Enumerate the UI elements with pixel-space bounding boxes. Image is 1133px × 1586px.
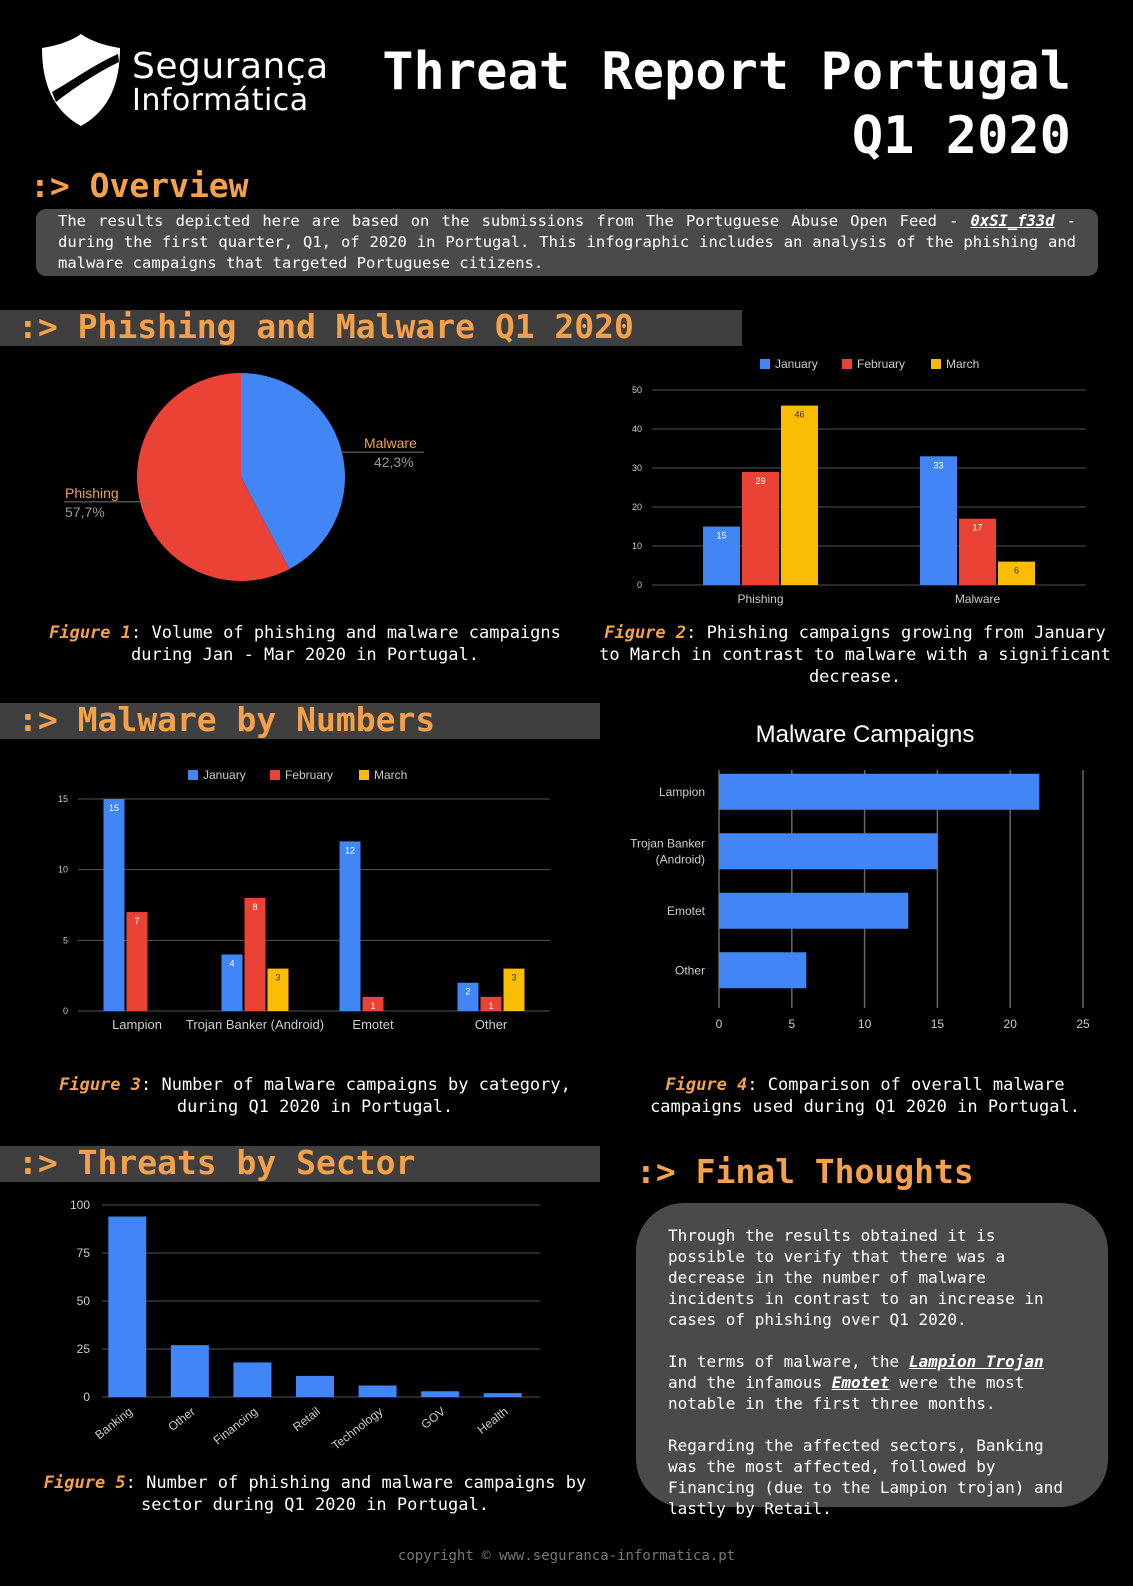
x-tick-label: 0: [715, 1017, 723, 1031]
x-tick-label: 10: [857, 1017, 872, 1031]
chart-title: Malware Campaigns: [755, 721, 975, 748]
y-tick-label: 0: [636, 580, 642, 590]
y-tick-label: (Android): [655, 852, 705, 867]
y-tick-label: 20: [631, 502, 642, 512]
report-title-line-1: Threat Report Portugal: [382, 42, 1071, 102]
bar-phishing-march: [781, 406, 818, 585]
y-tick-label: 75: [76, 1246, 90, 1260]
y-tick-label: 50: [631, 385, 642, 395]
legend-label-january: January: [203, 768, 246, 782]
x-tick-label: Emotet: [352, 1017, 394, 1032]
malware-numbers-heading: :> Malware by Numbers: [18, 700, 436, 739]
bar-value-label: 6: [1013, 565, 1020, 576]
x-tick-label: Phishing: [737, 592, 784, 606]
legend-swatch-january: [188, 770, 198, 780]
bar-chart-sector: [40, 1195, 560, 1460]
threats-sector-heading: :> Threats by Sector: [18, 1143, 416, 1182]
bar-retail: [296, 1376, 334, 1397]
bar-value-label: 29: [755, 475, 766, 486]
x-tick-label: Trojan Banker (Android): [185, 1017, 325, 1032]
overview-heading: :> Overview: [30, 166, 249, 205]
pie-label-malware: Malware: [363, 435, 417, 452]
y-tick-label: 30: [631, 463, 642, 473]
bar-value-label: 1: [488, 1000, 494, 1011]
final-p2-b: and the infamous: [668, 1373, 832, 1392]
y-tick-label: 25: [76, 1342, 90, 1356]
x-tick-label: Other: [165, 1404, 198, 1434]
bar-banking: [108, 1217, 146, 1397]
final-thoughts-heading: :> Final Thoughts: [636, 1152, 974, 1191]
bar-lampion-february: [127, 912, 148, 1011]
bar-trojan-banker-android-february: [245, 898, 266, 1011]
x-tick-label: Financing: [210, 1404, 261, 1448]
pie-value-malware: 42,3%: [373, 454, 414, 471]
bar-value-label: 1: [370, 1000, 376, 1011]
legend-label-march: March: [374, 768, 408, 782]
bar-gov: [421, 1391, 459, 1397]
legend-swatch-february: [270, 770, 280, 780]
figure-1-label: Figure 1: [49, 623, 131, 643]
y-tick-label: 5: [62, 935, 68, 946]
bar-value-label: 15: [716, 530, 727, 541]
y-tick-label: 0: [62, 1006, 68, 1016]
report-title-line-2: Q1 2020: [851, 106, 1071, 166]
y-tick-label: 10: [631, 541, 642, 551]
figure-3-caption: [40, 1074, 590, 1118]
bar-health: [484, 1393, 522, 1397]
legend-label-january: January: [775, 357, 818, 371]
y-tick-label: Trojan Banker: [630, 836, 705, 851]
bar-technology: [359, 1385, 397, 1397]
pie-chart-volume: [40, 360, 480, 600]
bar-value-label: 3: [511, 972, 517, 983]
figure-4-text: : Comparison of overall malware campaigns used during Q1 2020 in Portugal.: [650, 1075, 1080, 1117]
x-tick-label: Technology: [328, 1404, 386, 1453]
logo-line-1: Segurança: [132, 46, 329, 87]
bar-value-label: 3: [275, 972, 281, 983]
bar-phishing-february: [742, 472, 779, 585]
hbar-chart-malware-campaigns: [615, 720, 1105, 1050]
x-tick-label: Retail: [290, 1404, 323, 1435]
pie-value-phishing: 57,7%: [65, 503, 105, 520]
x-tick-label: GOV: [418, 1404, 448, 1432]
figure-2-label: Figure 2: [604, 623, 687, 643]
hbar-lampion: [719, 774, 1039, 810]
bar-value-label: 4: [229, 958, 235, 969]
bar-malware-january: [920, 456, 957, 585]
legend-swatch-march: [359, 770, 369, 780]
legend-label-february: February: [285, 768, 334, 782]
y-tick-label: 15: [57, 794, 68, 804]
hbar-emotet: [719, 893, 908, 929]
final-p2-a: In terms of malware, the: [668, 1352, 909, 1371]
legend-label-march: March: [946, 357, 980, 371]
bar-lampion-january: [104, 799, 125, 1011]
overview-box: [36, 209, 1098, 276]
hbar-trojan-banker-android: [719, 833, 937, 869]
y-tick-label: 50: [76, 1294, 90, 1308]
bar-value-label: 7: [134, 916, 140, 927]
y-tick-label: Lampion: [658, 784, 705, 799]
final-paragraph-1: Through the results obtained it is possible to verify that there was a decrease in the number of malware incidents in contrast to an increase in cases of phishing over Q1 2020.: [668, 1226, 1044, 1329]
final-paragraph-3: Regarding the affected sectors, Banking was the most affected, followed by Financing (due to the Lampion trojan) and lastly by Retail.: [668, 1436, 1063, 1518]
bar-financing: [233, 1362, 271, 1397]
bar-emotet-january: [340, 841, 361, 1011]
x-tick-label: 15: [930, 1017, 945, 1031]
phishing-malware-heading: :> Phishing and Malware Q1 2020: [18, 307, 634, 346]
legend-swatch-march: [931, 359, 941, 369]
bar-value-label: 33: [933, 460, 944, 471]
figure-2-text: : Phishing campaigns growing from January to March in contrast to malware with a significant decrease.: [599, 623, 1111, 687]
bar-value-label: 2: [465, 986, 471, 997]
y-tick-label: Emotet: [666, 903, 705, 918]
y-tick-label: 0: [83, 1390, 90, 1404]
overview-text-1: The results depicted here are based on the submissions from The Portuguese Abuse Open Feed -: [58, 212, 971, 230]
bar-value-label: 8: [252, 901, 258, 912]
x-tick-label: Lampion: [112, 1017, 162, 1032]
logo-line-2: Informática: [132, 83, 309, 118]
bar-value-label: 12: [344, 845, 356, 856]
bar-chart-malware-category: [40, 765, 560, 1050]
legend-label-february: February: [857, 357, 906, 371]
logo: [40, 32, 330, 132]
final-paragraph-2: [668, 1351, 1076, 1414]
bar-chart-phishing-malware: [620, 355, 1100, 610]
emotet-emphasis: Emotet: [831, 1373, 890, 1392]
figure-1-text: : Volume of phishing and malware campaigns during Jan - Mar 2020 in Portugal.: [131, 623, 561, 665]
bar-value-label: 17: [972, 522, 983, 533]
hbar-other: [719, 952, 806, 988]
figure-1-caption: [40, 622, 570, 666]
overview-text-2: - during the first quarter, Q1, of 2020 in Portugal. This infographic includes an analysis of the phishing and malware campaigns that targeted Portuguese citizens.: [58, 212, 1077, 272]
legend-swatch-january: [760, 359, 770, 369]
lampion-trojan-emphasis: Lampion Trojan: [908, 1352, 1044, 1371]
figure-4-caption: [620, 1074, 1110, 1118]
y-tick-label: 10: [57, 864, 68, 875]
figure-2-caption: [595, 622, 1115, 688]
bar-value-label: 15: [108, 803, 120, 813]
footer-copyright: copyright © www.seguranca-informatica.pt: [397, 1548, 736, 1564]
figure-3-text: : Number of malware campaigns by category, during Q1 2020 in Portugal.: [141, 1075, 571, 1117]
x-tick-label: Health: [474, 1404, 511, 1437]
figure-3-label: Figure 3: [59, 1075, 141, 1095]
x-tick-label: Malware: [954, 592, 1001, 606]
x-tick-label: 5: [788, 1017, 796, 1031]
x-tick-label: 20: [1003, 1017, 1017, 1031]
y-tick-label: 100: [69, 1198, 90, 1212]
legend-swatch-february: [842, 359, 852, 369]
y-tick-label: Other: [674, 963, 705, 978]
figure-5-text: : Number of phishing and malware campaigns by sector during Q1 2020 in Portugal.: [125, 1473, 587, 1515]
figure-5-caption: [40, 1472, 590, 1516]
pie-label-phishing: Phishing: [65, 484, 119, 501]
bar-other: [171, 1345, 209, 1397]
figure-4-label: Figure 4: [665, 1075, 748, 1095]
bar-value-label: 46: [794, 409, 805, 420]
figure-5-label: Figure 5: [43, 1473, 126, 1493]
x-tick-label: Other: [474, 1017, 508, 1032]
final-thoughts-box: [636, 1203, 1108, 1518]
x-tick-label: Banking: [92, 1404, 136, 1443]
y-tick-label: 40: [631, 424, 642, 434]
report-title: [382, 40, 1071, 168]
shield-icon: [40, 32, 122, 128]
x-tick-label: 25: [1076, 1017, 1090, 1031]
final-p2-c: were the most notable in the first three months.: [668, 1373, 1025, 1413]
feed-name: 0xSI_f33d: [970, 212, 1055, 230]
